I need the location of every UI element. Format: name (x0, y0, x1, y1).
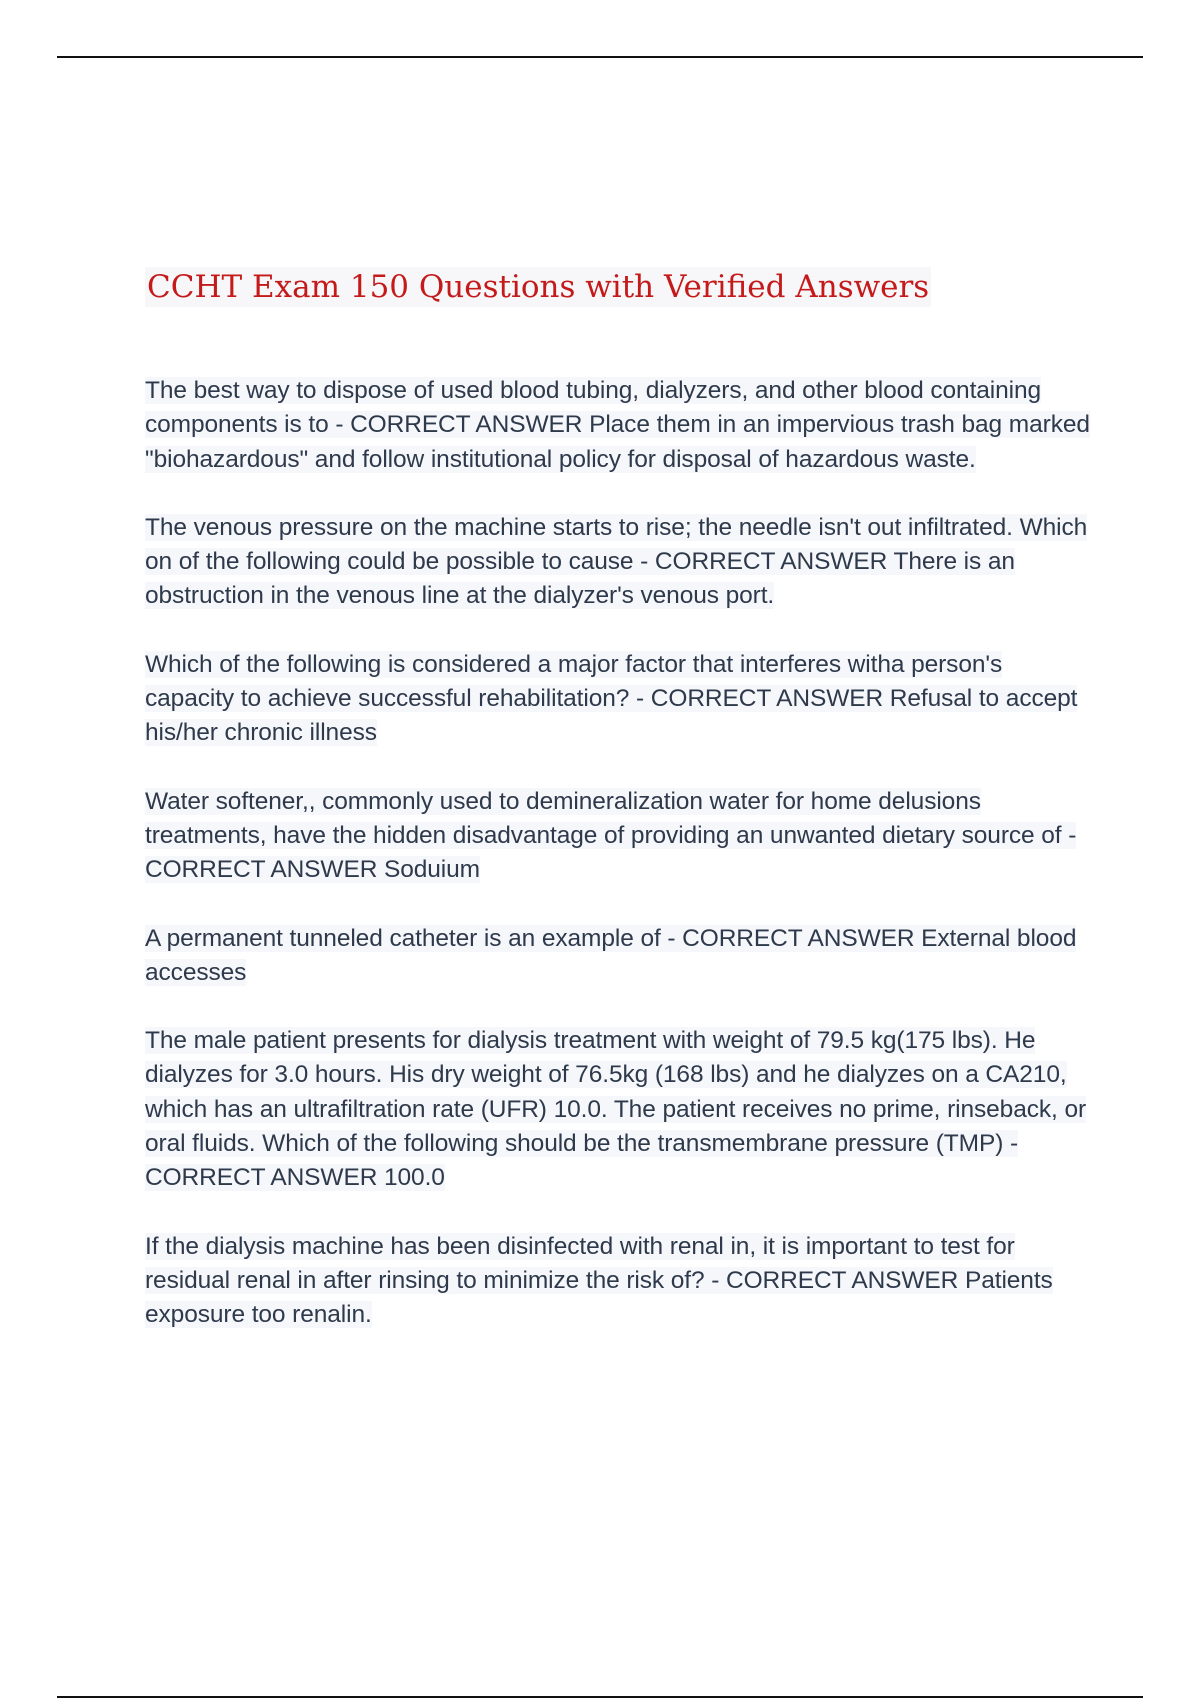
bottom-rule (57, 1696, 1143, 1698)
qa-item-5: A permanent tunneled catheter is an example of - CORRECT ANSWER External blood accesses (145, 924, 1077, 986)
qa-item-4: Water softener,, commonly used to demineralization water for home delusions treatments, have the hidden disadvantage of providing an unwanted dietary source of - CORRECT ANSWER Soduium (145, 787, 1077, 884)
qa-item-7: If the dialysis machine has been disinfected with renal in, it is important to test for residual renal in after rinsing to minimize the risk of? - CORRECT ANSWER Patients exposure too renalin. (145, 1232, 1053, 1329)
document-title: CCHT Exam 150 Questions with Verified Answers (147, 269, 930, 305)
qa-item-1: The best way to dispose of used blood tubing, dialyzers, and other blood containing components is to - CORRECT ANSWER Place them in an impervious trash bag marked "biohazardous" and follow institutional policy for disposal of hazardous waste. (145, 377, 1090, 473)
qa-item-3: Which of the following is considered a major factor that interferes witha person's capacity to achieve successful rehabilitation? - CORRECT ANSWER Refusal to accept his/her chronic illness (145, 650, 1078, 747)
qa-item-6: The male patient presents for dialysis treatment with weight of 79.5 kg(175 lbs). He dialyzes for 3.0 hours. His dry weight of 76.5kg (168 lbs) and he dialyzes on a CA210, which has an ultrafiltration rate (UFR) 10.0. The patient receives no prime, rinseback, or oral fluids. Which of the following should be the transmembrane pressure (TMP) - CORRECT ANSWER 100.0 (145, 1027, 1087, 1192)
qa-item-2: The venous pressure on the machine starts to rise; the needle isn't out infiltrated. Which on of the following could be possible to cause - CORRECT ANSWER There is an obstruction in the venous line at the dialyzer's venous port. (145, 513, 1088, 610)
top-rule (57, 56, 1143, 58)
document-body (145, 262, 1095, 1367)
